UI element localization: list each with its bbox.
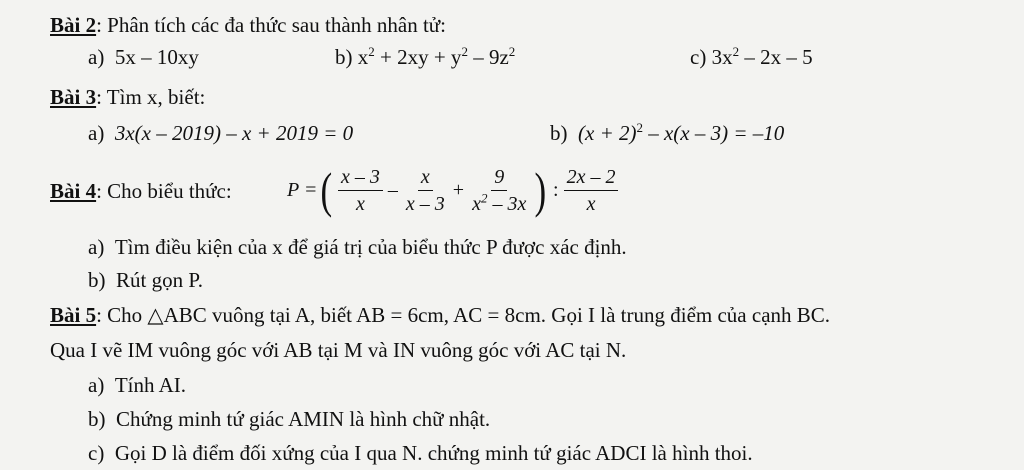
bai2-b-exponent: 2 bbox=[508, 44, 516, 59]
fraction-3-numerator: 9 bbox=[491, 166, 507, 191]
fraction-2-numerator: x bbox=[418, 166, 433, 191]
bai3-a-expr: 3x(x – 2019) – x + 2019 = 0 bbox=[114, 121, 354, 145]
bai3-b-label: b) bbox=[550, 121, 568, 145]
fraction-1-denominator: x bbox=[356, 192, 365, 215]
bai4-b-label: b) bbox=[88, 268, 106, 292]
fraction-2 bbox=[403, 166, 448, 215]
bai4-heading: Bài 4 bbox=[50, 179, 97, 203]
bai2-b-expr-part: + 2xy + y bbox=[374, 45, 462, 69]
bai2-item-a bbox=[88, 44, 199, 70]
fraction-2-denominator: x – 3 bbox=[405, 192, 445, 215]
fraction-1 bbox=[338, 166, 383, 215]
bai2-c-expr-part: – 2x – 5 bbox=[739, 45, 813, 69]
bai2-b-expr-part: – 9z bbox=[467, 45, 509, 69]
bai2-b-exponent: 2 bbox=[368, 44, 375, 59]
bai3-title: : Tìm x, biết: bbox=[96, 85, 206, 109]
bai3-item-b bbox=[550, 120, 784, 146]
left-paren: ( bbox=[320, 162, 333, 218]
bai5-heading: Bài 5 bbox=[50, 303, 97, 327]
bai4-title: : Cho biểu thức: bbox=[96, 179, 232, 203]
bai4-item-b bbox=[88, 267, 203, 293]
fraction-4-denominator: x bbox=[586, 192, 596, 215]
bai2-title-line bbox=[50, 12, 446, 38]
bai5-b-text: Chứng minh tứ giác AMIN là hình chữ nhật. bbox=[116, 407, 491, 431]
bai5-a-text: Tính AI. bbox=[114, 373, 186, 397]
bai4-b-text: Rút gọn P. bbox=[116, 268, 203, 292]
bai3-b-exponent: 2 bbox=[636, 120, 643, 135]
bai5-line-1 bbox=[50, 302, 830, 328]
bai5-b-label: b) bbox=[88, 407, 106, 431]
bai3-item-a bbox=[88, 120, 353, 146]
bai5-c-label: c) bbox=[88, 441, 105, 465]
bai4-a-text: Tìm điều kiện của x để giá trị của biểu thức P được xác định. bbox=[114, 235, 627, 259]
bai5-item-a bbox=[88, 372, 186, 398]
bai5-text-2: Qua I vẽ IM vuông góc với AB tại M và IN vuông góc với AC tại N. bbox=[50, 338, 627, 362]
bai4-expression bbox=[287, 160, 620, 220]
bai5-text-1: : Cho △ABC vuông tại A, biết AB = 6cm, AC = 8cm. Gọi I là trung điểm của cạnh BC. bbox=[96, 303, 831, 327]
bai2-heading: Bài 2 bbox=[50, 13, 97, 37]
fraction-3-den-exponent: 2 bbox=[480, 189, 488, 205]
bai4-p-lhs: P = bbox=[287, 178, 318, 201]
bai5-a-label: a) bbox=[88, 373, 105, 397]
bai4-title-line bbox=[50, 178, 232, 204]
bai5-item-c bbox=[88, 440, 753, 466]
bai2-title: : Phân tích các đa thức sau thành nhân tử: bbox=[96, 13, 447, 37]
fraction-3-den-part: x bbox=[472, 192, 481, 215]
bai2-b-expr-part: x bbox=[357, 45, 369, 69]
fraction-3-den-part: – 3x bbox=[487, 192, 527, 215]
bai5-c-text: Gọi D là điểm đối xứng của I qua N. chứng minh tứ giác ADCI là hình thoi. bbox=[114, 441, 753, 465]
fraction-4-numerator: 2x – 2 bbox=[564, 166, 619, 191]
plus-sign: + bbox=[452, 178, 465, 201]
bai5-item-b bbox=[88, 406, 490, 432]
bai2-b-label: b) bbox=[335, 45, 353, 69]
bai2-a-label: a) bbox=[88, 45, 105, 69]
bai3-a-label: a) bbox=[88, 121, 105, 145]
bai3-title-line bbox=[50, 84, 205, 110]
divide-colon: : bbox=[553, 178, 559, 201]
bai4-a-label: a) bbox=[88, 235, 105, 259]
fraction-4 bbox=[564, 166, 619, 215]
fraction-1-numerator: x – 3 bbox=[338, 166, 383, 191]
right-paren: ) bbox=[534, 162, 547, 218]
bai2-item-b bbox=[335, 44, 515, 70]
bai3-heading: Bài 3 bbox=[50, 85, 97, 109]
bai2-c-exponent: 2 bbox=[732, 44, 740, 59]
bai4-item-a bbox=[88, 234, 627, 260]
bai2-a-expr: 5x – 10xy bbox=[114, 45, 199, 69]
fraction-3 bbox=[469, 166, 529, 215]
bai3-b-expr-part: – x(x – 3) = –10 bbox=[642, 121, 785, 145]
minus-sign: – bbox=[387, 178, 398, 201]
bai3-b-expr-part: (x + 2) bbox=[578, 121, 637, 145]
bai2-c-label: c) bbox=[690, 45, 707, 69]
fraction-3-denominator bbox=[469, 191, 529, 215]
bai2-b-exponent: 2 bbox=[461, 44, 468, 59]
bai2-c-expr-part: 3x bbox=[711, 45, 733, 69]
bai2-item-c bbox=[690, 44, 813, 70]
bai5-line-2 bbox=[50, 337, 626, 363]
